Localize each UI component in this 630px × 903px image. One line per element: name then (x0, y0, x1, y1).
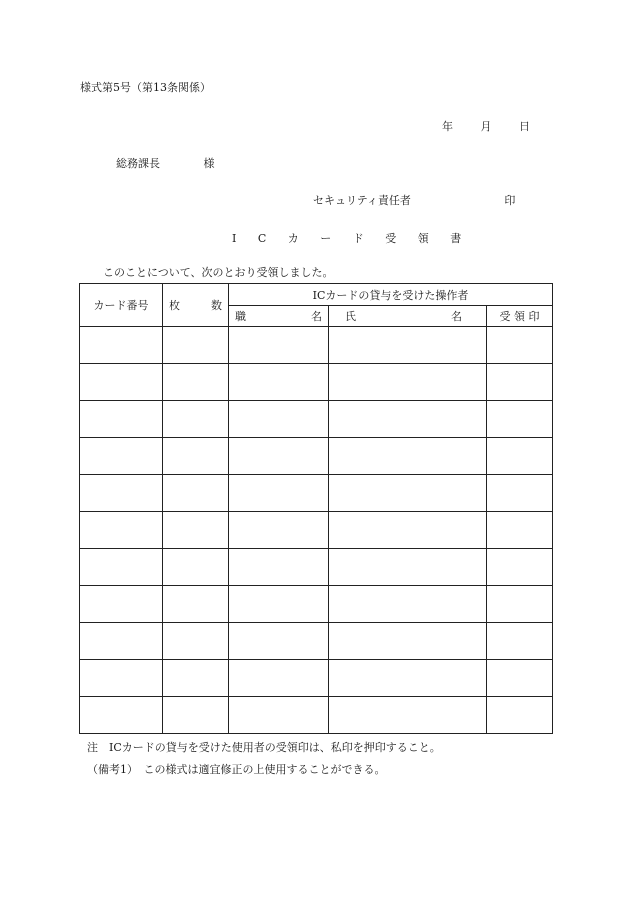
cell-count[interactable] (163, 512, 229, 549)
date-month-label: 月 (480, 120, 492, 133)
table-row (80, 401, 553, 438)
table-row (80, 586, 553, 623)
title-char: C (257, 232, 269, 245)
title-char: カ (287, 232, 301, 245)
col-count-label-2: 数 (211, 299, 222, 312)
cell-name[interactable] (329, 512, 487, 549)
cell-receipt-seal[interactable] (487, 697, 553, 734)
table-row (80, 364, 553, 401)
cell-card-number[interactable] (80, 438, 163, 475)
cell-name[interactable] (329, 549, 487, 586)
cell-count[interactable] (163, 697, 229, 734)
addressee (116, 158, 215, 169)
cell-card-number[interactable] (80, 549, 163, 586)
cell-count[interactable] (163, 438, 229, 475)
cell-count[interactable] (163, 586, 229, 623)
cell-position[interactable] (229, 512, 329, 549)
title-char: 書 (450, 232, 464, 245)
cell-card-number[interactable] (80, 475, 163, 512)
cell-position[interactable] (229, 697, 329, 734)
col-count-label-1: 枚 (169, 299, 180, 312)
cell-position[interactable] (229, 660, 329, 697)
table-row (80, 327, 553, 364)
title-char: ー (320, 232, 334, 245)
cell-position[interactable] (229, 475, 329, 512)
cell-card-number[interactable] (80, 512, 163, 549)
cell-position[interactable] (229, 623, 329, 660)
cell-receipt-seal[interactable] (487, 623, 553, 660)
title-char: 領 (417, 232, 431, 245)
cell-card-number[interactable] (80, 660, 163, 697)
cell-position[interactable] (229, 364, 329, 401)
col-name-label-2: 名 (451, 310, 462, 323)
col-operator-group (229, 284, 553, 306)
cell-receipt-seal[interactable] (487, 586, 553, 623)
cell-count[interactable] (163, 364, 229, 401)
cell-position[interactable] (229, 586, 329, 623)
cell-count[interactable] (163, 660, 229, 697)
footer-note: 注 ICカードの貸与を受けた使用者の受領印は、私印を押印すること。 (87, 741, 441, 754)
col-count (163, 284, 229, 327)
cell-name[interactable] (329, 586, 487, 623)
cell-name[interactable] (329, 660, 487, 697)
col-card-number-label: カード番号 (93, 299, 149, 312)
cell-receipt-seal[interactable] (487, 660, 553, 697)
cell-name[interactable] (329, 475, 487, 512)
cell-card-number[interactable] (80, 697, 163, 734)
receipt-table (79, 283, 553, 734)
addressee-title: 総務課長 (116, 157, 160, 170)
col-card-number (80, 284, 163, 327)
cell-card-number[interactable] (80, 364, 163, 401)
cell-receipt-seal[interactable] (487, 401, 553, 438)
table-header-row (80, 284, 553, 306)
col-receipt-seal (487, 306, 553, 327)
cell-card-number[interactable] (80, 327, 163, 364)
footer-remark: （備考1） この様式は適宜修正の上使用することができる。 (87, 763, 386, 776)
table-row (80, 697, 553, 734)
cell-name[interactable] (329, 623, 487, 660)
cell-name[interactable] (329, 438, 487, 475)
table-row (80, 438, 553, 475)
cell-position[interactable] (229, 327, 329, 364)
cell-receipt-seal[interactable] (487, 327, 553, 364)
cell-count[interactable] (163, 475, 229, 512)
form-number: 様式第5号（第13条関係） (80, 81, 211, 94)
cell-name[interactable] (329, 364, 487, 401)
col-receipt-seal-label: 受 領 印 (499, 310, 540, 323)
seal-mark: 印 (504, 194, 516, 207)
cell-receipt-seal[interactable] (487, 512, 553, 549)
cell-receipt-seal[interactable] (487, 364, 553, 401)
cell-card-number[interactable] (80, 586, 163, 623)
security-officer-label: セキュリティ責任者 (313, 194, 411, 207)
table-row (80, 660, 553, 697)
table-row (80, 623, 553, 660)
cell-card-number[interactable] (80, 401, 163, 438)
table-row (80, 512, 553, 549)
cell-count[interactable] (163, 623, 229, 660)
cell-name[interactable] (329, 327, 487, 364)
title-char: ド (352, 232, 366, 245)
intro-text: このことについて、次のとおり受領しました。 (103, 266, 334, 279)
addressee-honorific: 様 (203, 157, 215, 170)
cell-card-number[interactable] (80, 623, 163, 660)
cell-receipt-seal[interactable] (487, 549, 553, 586)
table-row (80, 549, 553, 586)
cell-position[interactable] (229, 549, 329, 586)
cell-count[interactable] (163, 401, 229, 438)
col-name-label-1: 氏 (345, 310, 356, 323)
date-line (442, 121, 530, 132)
cell-position[interactable] (229, 438, 329, 475)
col-position-label-2: 名 (311, 310, 322, 323)
cell-receipt-seal[interactable] (487, 438, 553, 475)
cell-position[interactable] (229, 401, 329, 438)
cell-count[interactable] (163, 549, 229, 586)
date-year-label: 年 (442, 120, 453, 133)
title-char: 受 (385, 232, 399, 245)
col-name (329, 306, 487, 327)
col-position (229, 306, 329, 327)
title-char: I (232, 232, 239, 245)
table-body (80, 327, 553, 734)
security-officer-line (313, 195, 515, 206)
cell-receipt-seal[interactable] (487, 475, 553, 512)
document-title (232, 233, 477, 244)
col-operator-group-label: ICカードの貸与を受けた操作者 (312, 288, 469, 302)
table-row (80, 475, 553, 512)
cell-count[interactable] (163, 327, 229, 364)
cell-name[interactable] (329, 697, 487, 734)
col-position-label-1: 職 (235, 310, 246, 323)
cell-name[interactable] (329, 401, 487, 438)
date-day-label: 日 (519, 120, 530, 133)
